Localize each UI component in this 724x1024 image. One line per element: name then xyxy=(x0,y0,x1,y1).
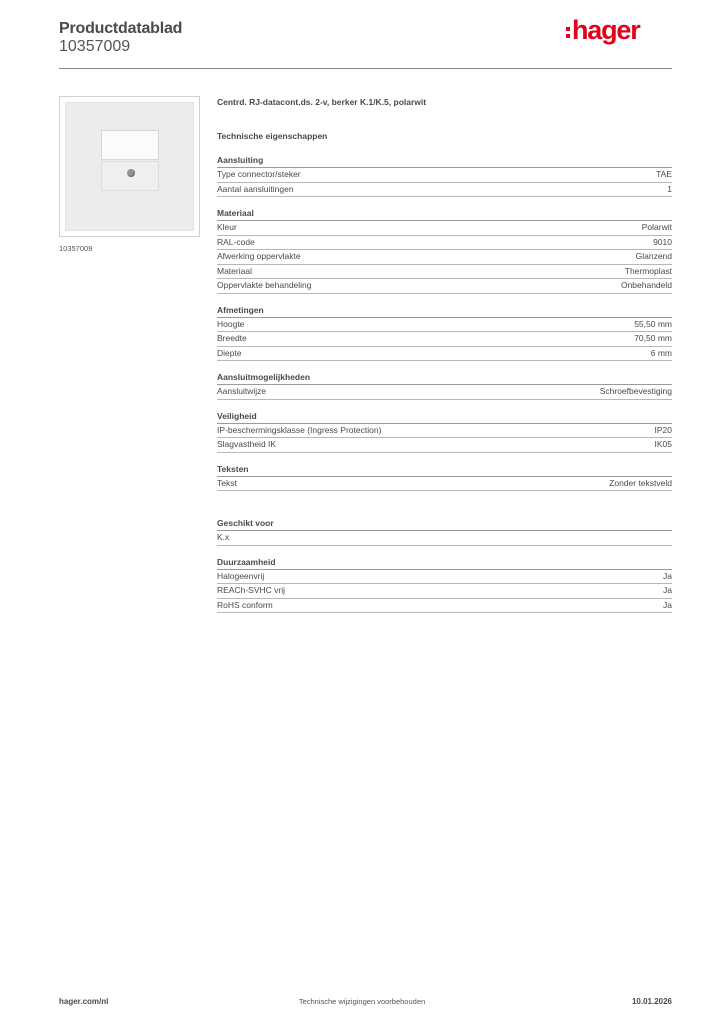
spec-content xyxy=(217,96,672,613)
spec-row xyxy=(217,221,672,236)
spec-label: Tekst xyxy=(217,477,237,488)
spec-value: Schroefbevestiging xyxy=(599,386,672,396)
section-title: Duurzaamheid xyxy=(217,556,672,570)
screw-icon xyxy=(127,169,135,177)
spec-row xyxy=(217,236,672,251)
spec-value: Polarwit xyxy=(641,222,672,232)
spec-section xyxy=(217,410,672,453)
spec-row xyxy=(217,438,672,453)
spec-section xyxy=(217,304,672,362)
spec-label: Type connector/steker xyxy=(217,169,301,179)
spec-value: Ja xyxy=(663,570,672,581)
spec-label: REACh-SVHC vrij xyxy=(217,585,286,595)
spec-row xyxy=(217,318,672,333)
spec-section xyxy=(217,517,672,546)
spec-section xyxy=(217,556,672,614)
spec-row xyxy=(217,332,672,347)
spec-label: RAL-code xyxy=(217,236,255,247)
spec-value: Glanzend xyxy=(635,251,672,261)
spec-row xyxy=(217,265,672,280)
spec-row xyxy=(217,570,672,585)
spec-value: Zonder tekstveld xyxy=(609,477,672,488)
spec-row xyxy=(217,347,672,362)
spec-value: Thermoplast xyxy=(624,265,672,276)
spec-row xyxy=(217,477,672,492)
spec-label: Kleur xyxy=(217,222,237,232)
spec-row xyxy=(217,183,672,198)
spec-label: IP-beschermingsklasse (Ingress Protection) xyxy=(217,424,382,435)
plate-lower-panel xyxy=(101,161,159,191)
spec-row xyxy=(217,599,672,614)
section-title: Veiligheid xyxy=(217,410,672,424)
spec-row xyxy=(217,168,672,183)
spec-label: Aansluitwijze xyxy=(217,386,267,396)
spec-row xyxy=(217,385,672,400)
spec-label: Oppervlakte behandeling xyxy=(217,280,312,290)
product-image xyxy=(59,96,200,237)
tech-properties-title: Technische eigenschappen xyxy=(217,131,328,141)
footer-disclaimer: Technische wijzigingen voorbehouden xyxy=(298,997,426,1006)
spec-row xyxy=(217,279,672,294)
section-title: Afmetingen xyxy=(217,304,672,318)
spec-label: Afwerking oppervlakte xyxy=(217,251,301,261)
connector-opening xyxy=(101,130,159,160)
spec-label: K.x xyxy=(217,532,230,542)
spec-section xyxy=(217,371,672,400)
spec-label: RoHS conform xyxy=(217,599,273,610)
spec-value: Ja xyxy=(663,599,672,610)
spec-section xyxy=(217,463,672,492)
spec-label: Diepte xyxy=(217,347,242,358)
logo-dots-icon xyxy=(566,27,570,38)
spec-value: IK05 xyxy=(654,439,672,449)
section-title: Aansluiting xyxy=(217,154,672,168)
spec-label: Aantal aansluitingen xyxy=(217,183,294,194)
spec-value: 6 mm xyxy=(650,347,672,358)
cover-plate xyxy=(65,102,194,231)
spec-label: Breedte xyxy=(217,333,247,343)
spec-value: 55,50 mm xyxy=(634,318,672,329)
spec-row xyxy=(217,250,672,265)
section-title: Aansluitmogelijkheden xyxy=(217,371,672,385)
section-title: Materiaal xyxy=(217,207,672,221)
spec-label: Slagvastheid IK xyxy=(217,439,277,449)
spec-row xyxy=(217,584,672,599)
section-title: Geschikt voor xyxy=(217,517,672,531)
hager-logo[interactable] xyxy=(566,14,640,46)
product-description: Centrd. RJ-datacont.ds. 2-v, berker K.1/K.5, polarwit xyxy=(217,97,427,107)
header-divider xyxy=(59,68,672,69)
spec-value: Onbehandeld xyxy=(620,280,672,290)
product-code: 10357009 xyxy=(59,38,131,55)
logo-text: hager xyxy=(572,14,640,45)
document-title: Productdatablad xyxy=(59,20,183,37)
spec-value: TAE xyxy=(656,169,672,179)
spec-label: Hoogte xyxy=(217,318,245,329)
spec-value: IP20 xyxy=(654,424,672,435)
spec-value: Ja xyxy=(663,585,672,595)
spec-value: 9010 xyxy=(653,236,672,247)
spec-label: Halogeenvrij xyxy=(217,570,265,581)
spec-row xyxy=(217,424,672,439)
spec-value: 1 xyxy=(667,183,672,194)
footer-date: 10.01.2026 xyxy=(631,997,672,1006)
section-title: Teksten xyxy=(217,463,672,477)
spec-sections xyxy=(217,154,672,613)
spec-section xyxy=(217,207,672,294)
spec-row xyxy=(217,531,672,546)
footer-website-link[interactable]: hager.com/nl xyxy=(59,997,109,1006)
spec-section xyxy=(217,154,672,197)
image-caption: 10357009 xyxy=(59,244,93,253)
spec-value: 70,50 mm xyxy=(634,333,672,343)
spec-label: Materiaal xyxy=(217,265,252,276)
